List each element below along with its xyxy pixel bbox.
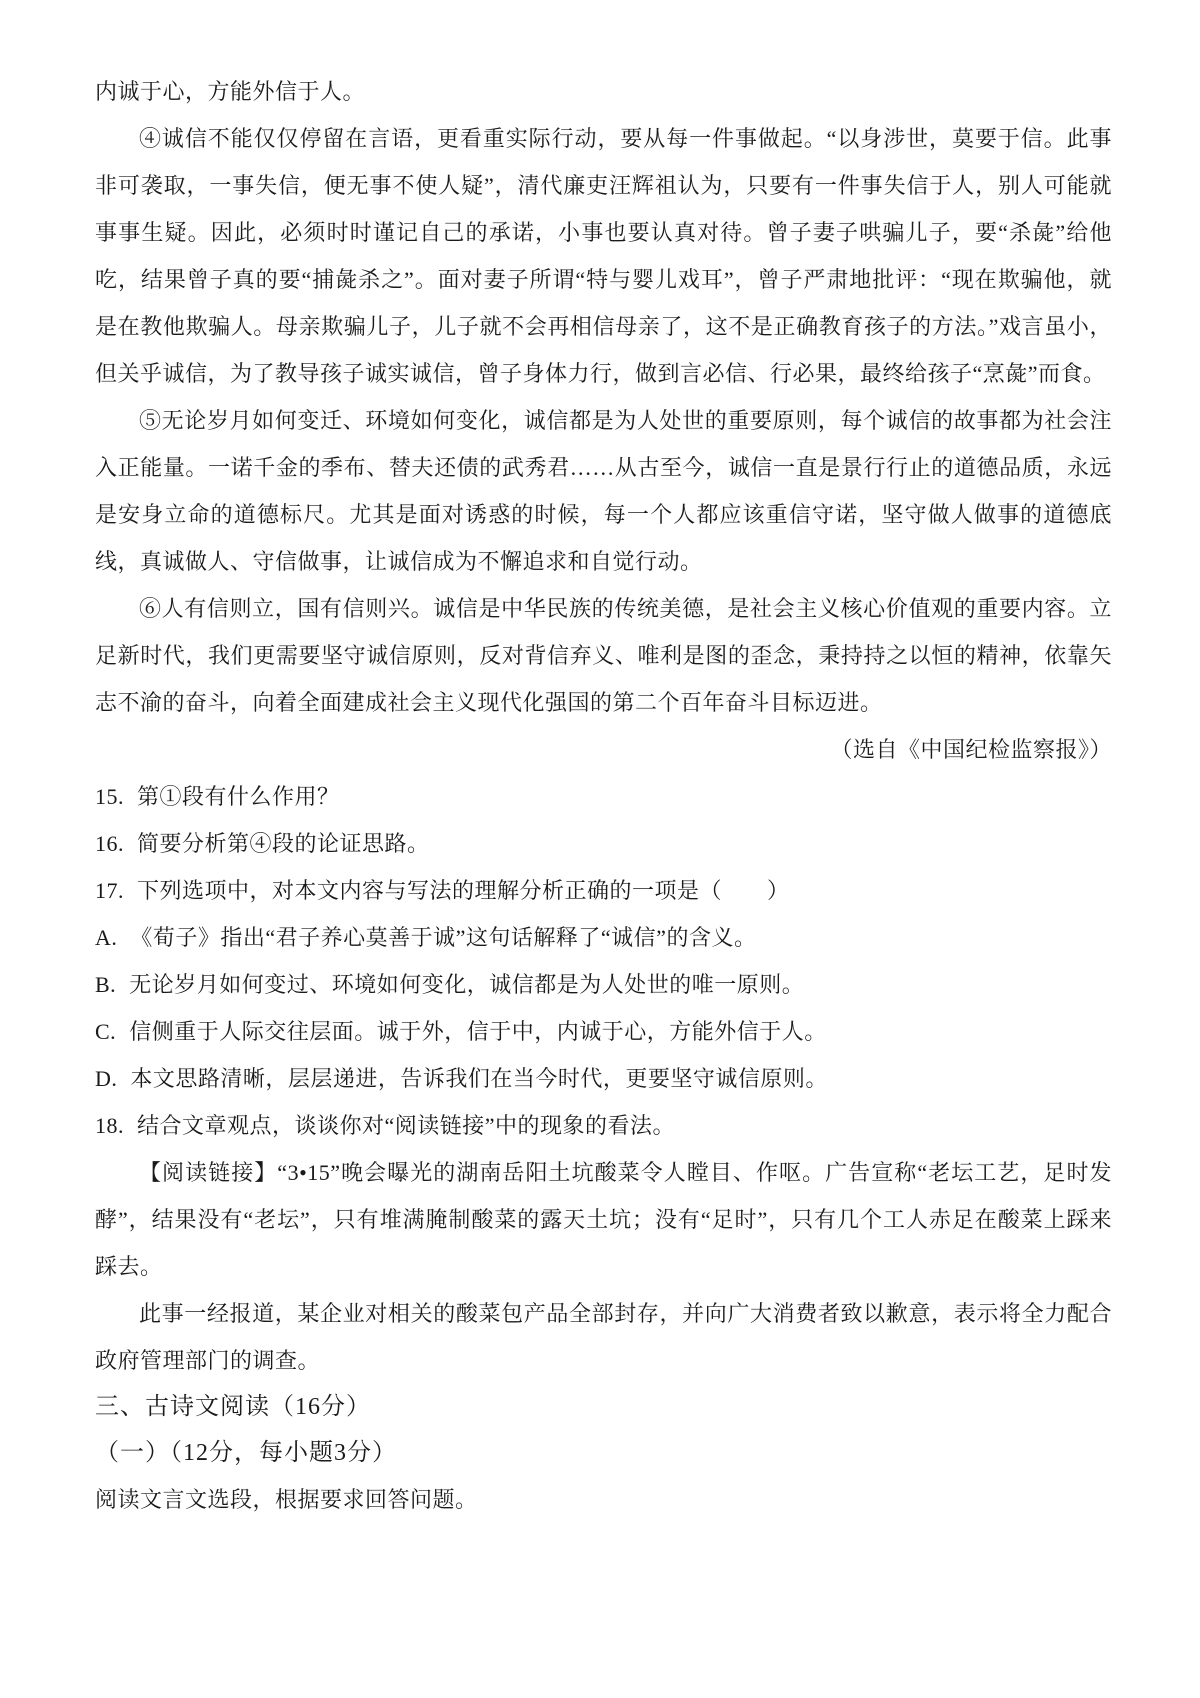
article-source-attribution: （选自《中国纪检监察报》） — [830, 737, 1112, 762]
option-b-text: 无论岁月如何变过、环境如何变化，诚信都是为人处世的唯一原则。 — [129, 972, 805, 997]
question-15-number: 15. — [95, 784, 124, 809]
article-paragraph-5: ⑤无论岁月如何变迁、环境如何变化，诚信都是为人处世的重要原则，每个诚信的故事都为社会注入正能量。一诺千金的季布、替夫还债的武秀君……从古至今，诚信一直是景行行止的道德品质，永远是安身立命的道德标尺。尤其是面对诱惑的时候，每一个人都应该重信守诺，坚守做人做事的道德底线，真诚做人、守信做事，让诚信成为不懈追求和自觉行动。 — [95, 408, 1112, 574]
article-paragraph-4: ④诚信不能仅仅停留在言语，更看重实际行动，要从每一件事做起。“以身涉世，莫要于信。此事非可袭取，一事失信，便无事不使人疑”，清代廉吏汪辉祖认为，只要有一件事失信于人，别人可能就事事生疑。因此，必须时时谨记自己的承诺，小事也要认真对待。曾子妻子哄骗儿子，要“杀彘”给他吃，结果曾子真的要“捕彘杀之”。面对妻子所谓“特与婴儿戏耳”，曾子严肃地批评：“现在欺骗他，就是在教他欺骗人。母亲欺骗儿子，儿子就不会再相信母亲了，这不是正确教育孩子的方法。”戏言虽小，但关乎诚信，为了教导孩子诚实诚信，曾子身体力行，做到言必信、行必果，最终给孩子“烹彘”而食。 — [95, 126, 1112, 386]
option-d-text: 本文思路清晰，层层递进，告诉我们在当今时代，更要坚守诚信原则。 — [130, 1066, 828, 1091]
question-17-option-b — [95, 961, 1112, 1008]
question-18-number: 18. — [95, 1113, 124, 1138]
option-a-text: 《荀子》指出“君子养心莫善于诚”这句话解释了“诚信”的含义。 — [130, 925, 757, 950]
reading-link-paragraph-1: 【阅读链接】“3•15”晚会曝光的湖南岳阳土坑酸菜令人瞠目、作呕。广告宣称“老坛工艺，足时发酵”，结果没有“老坛”，只有堆满腌制酸菜的露天土坑；没有“足时”，只有几个工人赤足在酸菜上踩来踩去。 — [95, 1160, 1112, 1279]
question-17 — [95, 867, 1112, 914]
section-3-subheading: （一）（12分，每小题3分） — [95, 1440, 397, 1466]
question-15 — [95, 773, 1112, 820]
question-16-text: 简要分析第④段的论证思路。 — [137, 831, 430, 856]
reading-link-paragraph-2: 此事一经报道，某企业对相关的酸菜包产品全部封存，并向广大消费者致以歉意，表示将全力配合政府管理部门的调查。 — [95, 1301, 1112, 1373]
question-18-text: 结合文章观点，谈谈你对“阅读链接”中的现象的看法。 — [137, 1113, 676, 1138]
article-paragraph-6: ⑥人有信则立，国有信则兴。诚信是中华民族的传统美德，是社会主义核心价值观的重要内容。立足新时代，我们更需要坚守诚信原则，反对背信弃义、唯利是图的歪念，秉持持之以恒的精神，依靠矢志不渝的奋斗，向着全面建成社会主义现代化强国的第二个百年奋斗目标迈进。 — [95, 596, 1112, 715]
option-c-label: C. — [95, 1019, 117, 1044]
option-c-text: 信侧重于人际交往层面。诚于外，信于中，内诚于心，方能外信于人。 — [129, 1019, 827, 1044]
section-3-heading: 三、古诗文阅读（16分） — [95, 1394, 371, 1420]
article-continuation-line: 内诚于心，方能外信于人。 — [95, 79, 366, 104]
question-16-number: 16. — [95, 831, 124, 856]
question-15-text: 第①段有什么作用？ — [137, 784, 340, 809]
question-16 — [95, 820, 1112, 867]
question-18 — [95, 1102, 1112, 1149]
question-17-text: 下列选项中，对本文内容与写法的理解分析正确的一项是（ ） — [137, 878, 790, 903]
question-17-option-d — [95, 1055, 1112, 1102]
option-a-label: A. — [95, 925, 118, 950]
question-17-option-c — [95, 1008, 1112, 1055]
question-17-option-a — [95, 914, 1112, 961]
section-3-instruction: 阅读文言文选段，根据要求回答问题。 — [95, 1487, 478, 1512]
question-17-number: 17. — [95, 878, 124, 903]
option-d-label: D. — [95, 1066, 118, 1091]
option-b-label: B. — [95, 972, 117, 997]
